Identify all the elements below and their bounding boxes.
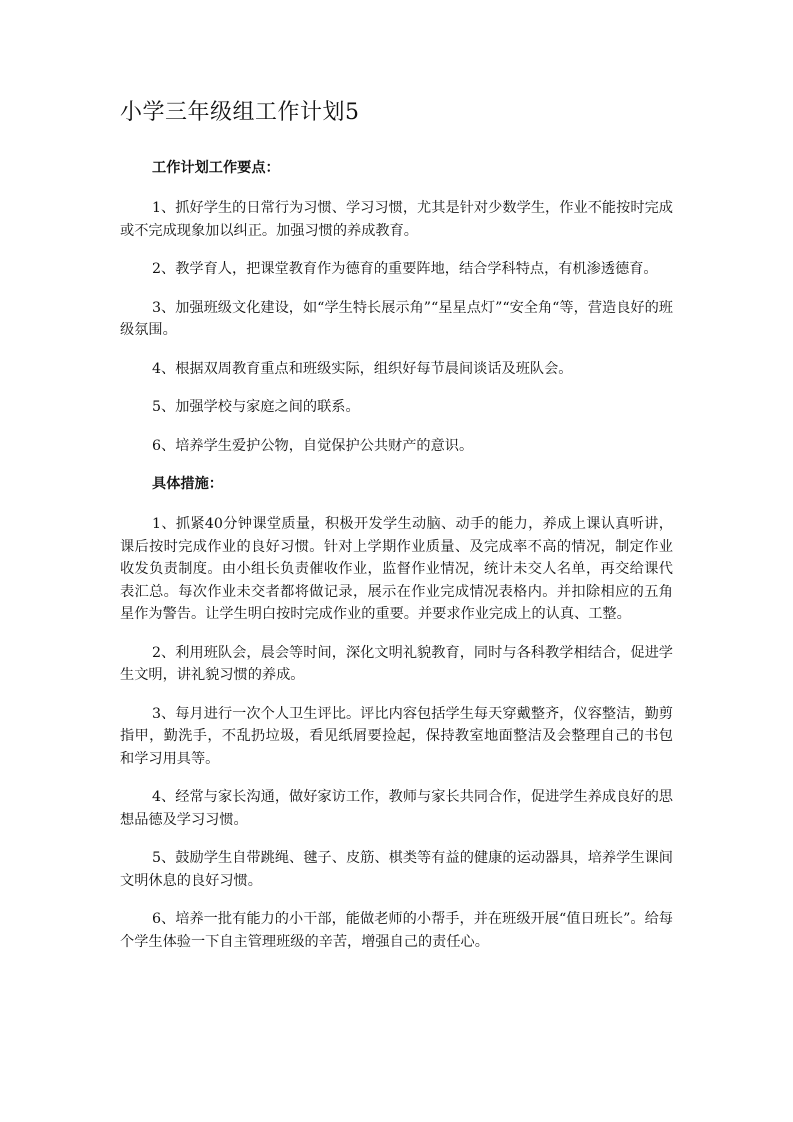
- measure-item: 1、抓紧40分钟课堂质量，积极开发学生动脑、动手的能力，养成上课认真听讲，课后按时完成作业的良好习惯。针对上学期作业质量、及完成率不高的情况，制定作业收发负责制度。由小组长负责催收作业，监督作业情况，统计未交人名单，再交给课代表汇总。每次作业未交者都将做记录，展示在作业完成情况表格内。并扣除相应的五角星作为警告。让学生明白按时完成作业的重要。并要求作业完成上的认真、工整。: [120, 516, 673, 622]
- measure-item: 3、每月进行一次个人卫生评比。评比内容包括学生每天穿戴整齐，仪容整洁，勤剪指甲，勤洗手，不乱扔垃圾，看见纸屑要捡起，保持教室地面整洁及会整理自己的书包和学习用具等。: [120, 705, 673, 767]
- key-point-item: 4、根据双周教育重点和班级实际，组织好每节晨间谈话及班队会。: [152, 360, 573, 377]
- document-page: [120, 98, 673, 969]
- document-title: 小学三年级组工作计划5: [120, 100, 360, 125]
- section-heading-key-points: 工作计划工作要点：: [152, 160, 280, 176]
- measure-item: 2、利用班队会，晨会等时间，深化文明礼貌教育，同时与各科教学相结合，促进学生文明，讲礼貌习惯的养成。: [120, 644, 673, 683]
- key-point-item: 1、抓好学生的日常行为习惯、学习习惯，尤其是针对少数学生，作业不能按时完成或不完成现象加以纠正。加强习惯的养成教育。: [120, 200, 673, 239]
- section-heading-measures: 具体措施：: [152, 476, 223, 492]
- key-point-item: 6、培养学生爱护公物，自觉保护公共财产的意识。: [152, 437, 474, 454]
- key-point-item: 2、教学育人，把课堂教育作为德育的重要阵地，结合学科特点，有机渗透德育。: [152, 261, 658, 277]
- key-point-item: 3、加强班级文化建设，如“学生特长展示角”“星星点灯”“安全角“等，营造良好的班级氛围。: [120, 299, 673, 338]
- key-point-item: 5、加强学校与家庭之间的联系。: [152, 399, 360, 415]
- measure-item: 6、培养一批有能力的小干部，能做老师的小帮手，并在班级开展“值日班长”。给每个学生体验一下自主管理班级的辛苦，增强自己的责任心。: [120, 911, 673, 950]
- measure-item: 4、经常与家长沟通，做好家访工作，教师与家长共同合作，促进学生养成良好的思想品德及学习习惯。: [120, 789, 673, 828]
- measure-item: 5、鼓励学生自带跳绳、毽子、皮筋、棋类等有益的健康的运动器具，培养学生课间文明休息的良好习惯。: [120, 850, 673, 889]
